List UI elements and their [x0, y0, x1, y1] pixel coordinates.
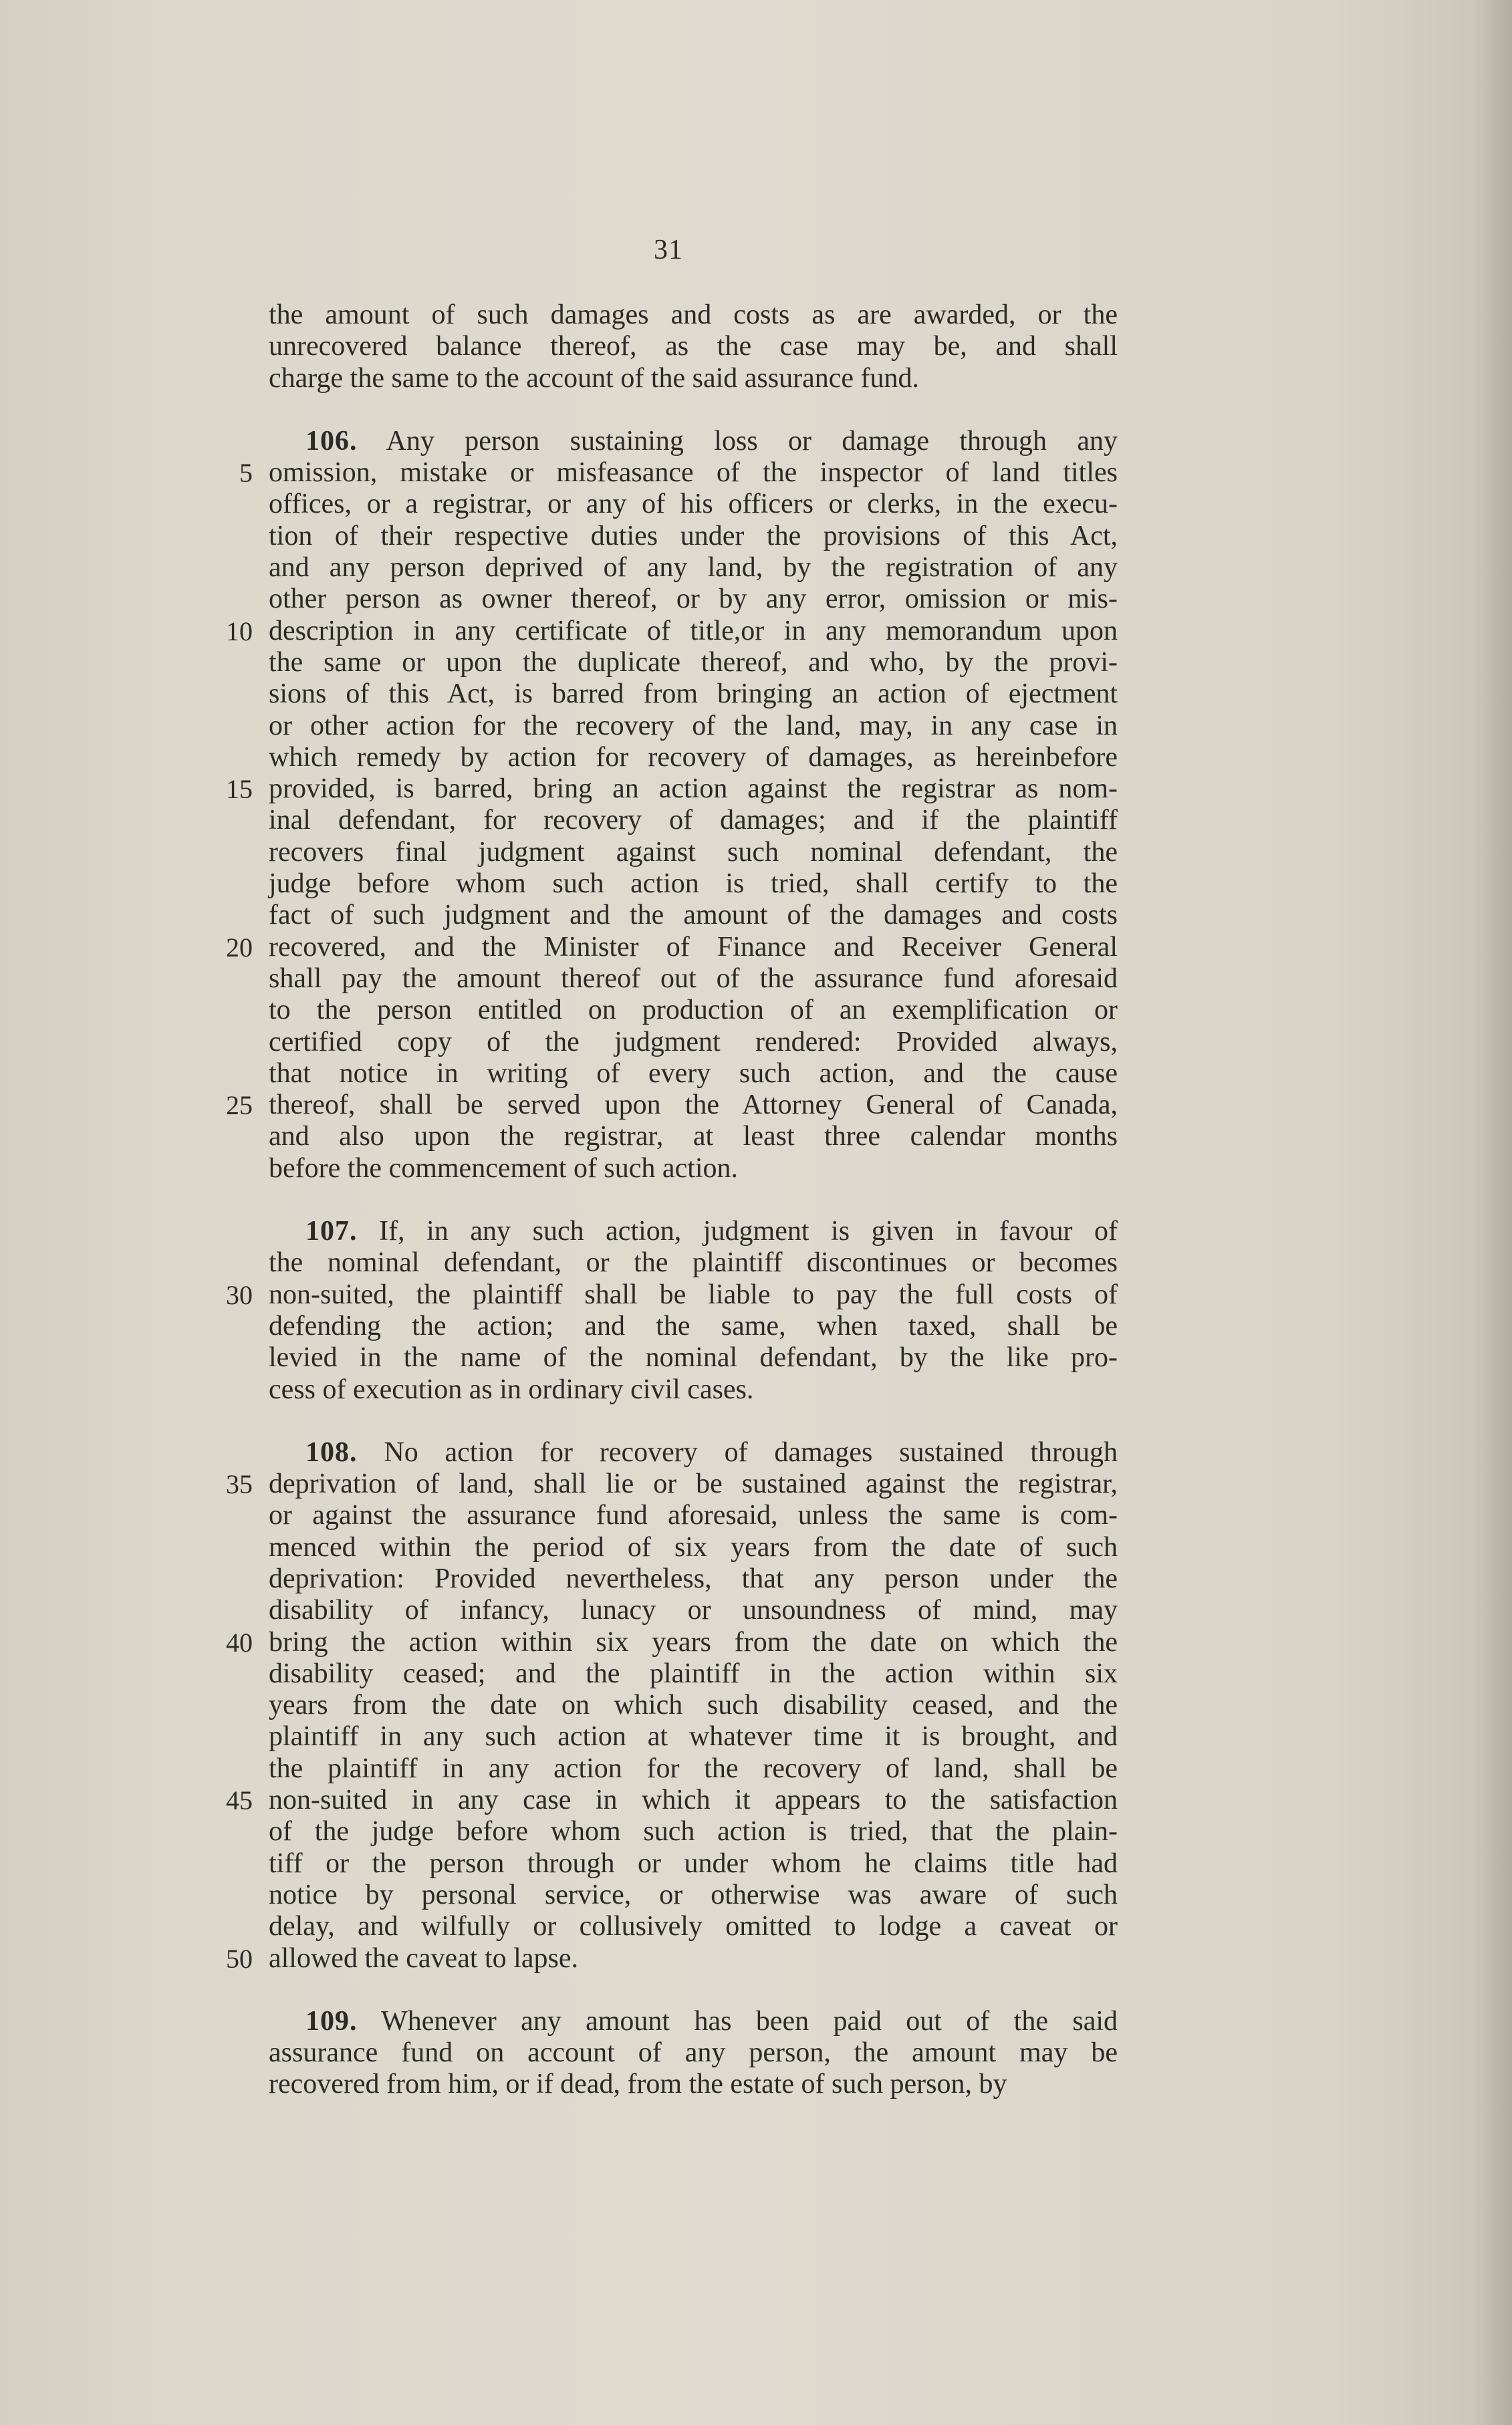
line-text [269, 1058, 1118, 1090]
text-line [221, 1153, 1116, 1184]
line-body: menced within the period of six years from the date of such [269, 1531, 1118, 1563]
line-text [269, 299, 1118, 331]
line-text [269, 711, 1118, 742]
text-line [221, 584, 1116, 615]
text-line [221, 678, 1116, 710]
text-line [221, 1911, 1116, 1942]
line-text [269, 2006, 1118, 2037]
text-line [221, 1247, 1116, 1279]
line-body: provided, is barred, bring an action against the registrar as nom- [269, 773, 1118, 805]
line-body: offices, or a registrar, or any of his officers or clerks, in the execu- [269, 489, 1118, 520]
line-body: If, in any such action, judgment is given in favour of [379, 1216, 1118, 1247]
line-text [269, 1311, 1118, 1342]
line-body: unrecovered balance thereof, as the case may be, and shall [269, 331, 1118, 362]
line-text [269, 805, 1118, 836]
line-text [269, 2069, 1118, 2100]
line-body: plaintiff in any such action at whatever time it is brought, and [269, 1721, 1118, 1753]
section-109 [221, 2006, 1116, 2101]
line-text [269, 2037, 1118, 2069]
line-body: to the person entitled on production of an exemplification or [269, 995, 1118, 1026]
paragraph-gap [221, 1406, 1116, 1437]
line-number: 20 [226, 932, 253, 963]
line-text [269, 521, 1118, 552]
text-line [221, 963, 1116, 995]
line-number: 40 [226, 1627, 253, 1658]
line-body: delay, and wilfully or collusively omitted to lodge a caveat or [269, 1911, 1118, 1942]
line-body: levied in the name of the nominal defendant, by the like pro- [269, 1342, 1118, 1374]
paragraph-gap [221, 394, 1116, 426]
line-text [269, 1342, 1118, 1374]
line-text [269, 1721, 1118, 1753]
text-line [221, 1627, 1116, 1658]
line-text [269, 1437, 1118, 1469]
text-line [221, 900, 1116, 931]
line-text [269, 616, 1118, 647]
line-text [269, 1753, 1118, 1785]
text-line [221, 1216, 1116, 1247]
line-text [269, 1279, 1118, 1311]
text-line [221, 1500, 1116, 1531]
line-text [269, 1500, 1118, 1531]
line-body: allowed the caveat to lapse. [269, 1942, 578, 1974]
line-body: the amount of such damages and costs as are awarded, or the [269, 299, 1118, 330]
line-number: 50 [226, 1943, 253, 1974]
line-text [269, 1911, 1118, 1942]
line-text [269, 1247, 1118, 1279]
text-line [221, 1374, 1116, 1406]
line-body: shall pay the amount thereof out of the assurance fund aforesaid [269, 963, 1118, 994]
text-line [221, 647, 1116, 678]
paragraph-gap [221, 1184, 1116, 1216]
line-number: 10 [226, 616, 253, 646]
line-body: inal defendant, for recovery of damages; and if the plaintiff [269, 805, 1118, 836]
text-line [221, 837, 1116, 868]
text-line [221, 1880, 1116, 1911]
line-number: 5 [239, 458, 253, 489]
text-line [221, 742, 1116, 773]
text-line [221, 1658, 1116, 1690]
line-body: Any person sustaining loss or damage through any [386, 425, 1118, 457]
text-line [221, 1121, 1116, 1152]
line-text [269, 489, 1118, 520]
line-body: non-suited in any case in which it appears to the satisfaction [269, 1785, 1118, 1816]
line-body: fact of such judgment and the amount of the damages and costs [269, 900, 1118, 931]
text-line [221, 1342, 1116, 1374]
line-text [269, 1532, 1118, 1563]
line-text [269, 1027, 1118, 1058]
line-text [269, 1848, 1118, 1880]
line-text [269, 647, 1118, 678]
line-text [269, 1563, 1118, 1595]
line-text [269, 1785, 1118, 1816]
document-body [221, 299, 1116, 2101]
page-number: 31 [654, 235, 683, 265]
line-body: or against the assurance fund aforesaid, unless the same is com- [269, 1500, 1118, 1531]
text-line [221, 489, 1116, 520]
line-body: deprivation: Provided nevertheless, that any person under the [269, 1563, 1118, 1594]
line-body: disability ceased; and the plaintiff in the action within six [269, 1658, 1118, 1689]
line-text [269, 900, 1118, 931]
line-body: thereof, shall be served upon the Attorney General of Canada, [269, 1090, 1118, 1121]
line-text [269, 1121, 1118, 1152]
section-106 [221, 426, 1116, 1184]
line-body: the plaintiff in any action for the recovery of land, shall be [269, 1753, 1118, 1784]
line-body: and any person deprived of any land, by the registration of any [269, 552, 1118, 584]
text-line [221, 1437, 1116, 1469]
line-body: the nominal defendant, or the plaintiff discontinues or becomes [269, 1247, 1118, 1279]
line-text [269, 1627, 1118, 1658]
line-body: sions of this Act, is barred from bringing an action of ejectment [269, 678, 1118, 710]
line-body: which remedy by action for recovery of damages, as hereinbefore [269, 741, 1118, 773]
line-body: other person as owner thereof, or by any error, omission or mis- [269, 584, 1118, 615]
line-body: before the commencement of such action. [269, 1152, 739, 1184]
line-text [269, 773, 1118, 805]
line-body: that notice in writing of every such action, and the cause [269, 1057, 1118, 1089]
section-number: 109. [305, 2005, 358, 2037]
text-line [221, 2006, 1116, 2037]
text-line [221, 1279, 1116, 1311]
line-number: 15 [226, 774, 253, 805]
text-line [221, 1848, 1116, 1880]
section-108 [221, 1437, 1116, 1974]
line-text [269, 742, 1118, 773]
line-number: 30 [226, 1279, 253, 1310]
line-text [269, 552, 1118, 584]
line-text [269, 426, 1118, 457]
text-line [221, 331, 1116, 362]
text-line [221, 932, 1116, 963]
text-line [221, 1595, 1116, 1626]
text-line [221, 2037, 1116, 2069]
line-body: disability of infancy, lunacy or unsoundness of mind, may [269, 1595, 1118, 1626]
text-line [221, 1721, 1116, 1753]
section-number: 107. [305, 1216, 358, 1247]
text-line [221, 1469, 1116, 1500]
line-text [269, 1153, 1118, 1184]
line-body: charge the same to the account of the said assurance fund. [269, 362, 920, 394]
line-text [269, 584, 1118, 615]
continuation-paragraph [221, 299, 1116, 394]
line-body: deprivation of land, shall lie or be sustained against the registrar, [269, 1469, 1118, 1500]
line-body: notice by personal service, or otherwise was aware of such [269, 1879, 1118, 1910]
line-body: recovered from him, or if dead, from the estate of such person, by [269, 2069, 1007, 2100]
line-body: bring the action within six years from the date on which the [269, 1626, 1118, 1658]
line-body: certified copy of the judgment rendered: Provided always, [269, 1026, 1118, 1057]
paragraph-gap [221, 1974, 1116, 2006]
text-line [221, 616, 1116, 647]
line-text [269, 1690, 1118, 1721]
line-number: 25 [226, 1090, 253, 1121]
line-body: cess of execution as in ordinary civil cases. [269, 1374, 754, 1405]
line-text [269, 932, 1118, 963]
text-line [221, 805, 1116, 836]
line-text [269, 963, 1118, 995]
line-text [269, 1943, 1118, 1974]
line-number: 35 [226, 1469, 253, 1500]
line-text [269, 1374, 1118, 1406]
text-line [221, 2069, 1116, 2100]
text-line [221, 1058, 1116, 1090]
line-text [269, 837, 1118, 868]
line-number: 45 [226, 1785, 253, 1816]
line-body: defending the action; and the same, when taxed, shall be [269, 1310, 1118, 1342]
line-text [269, 457, 1118, 489]
line-text [269, 1216, 1118, 1247]
line-body: or other action for the recovery of the land, may, in any case in [269, 710, 1118, 741]
text-line [221, 868, 1116, 900]
text-line [221, 1090, 1116, 1121]
line-text [269, 1816, 1118, 1847]
line-text [269, 678, 1118, 710]
line-body: judge before whom such action is tried, shall certify to the [269, 868, 1118, 900]
line-body: non-suited, the plaintiff shall be liable to pay the full costs of [269, 1279, 1118, 1310]
text-line [221, 521, 1116, 552]
line-body: tiff or the person through or under whom he claims title had [269, 1847, 1118, 1879]
text-line [221, 1816, 1116, 1847]
text-line [221, 1785, 1116, 1816]
line-body: of the judge before whom such action is tried, that the plain- [269, 1816, 1118, 1847]
text-line [221, 1690, 1116, 1721]
text-line [221, 1753, 1116, 1785]
line-body: Whenever any amount has been paid out of the said [381, 2005, 1118, 2037]
line-text [269, 1090, 1118, 1121]
line-body: and also upon the registrar, at least three calendar months [269, 1121, 1118, 1152]
text-line [221, 552, 1116, 584]
text-line [221, 1027, 1116, 1058]
line-text [269, 1658, 1118, 1690]
section-107 [221, 1216, 1116, 1406]
line-body: assurance fund on account of any person, the amount may be [269, 2037, 1118, 2069]
line-text [269, 363, 1118, 394]
text-line [221, 995, 1116, 1026]
text-line [221, 1943, 1116, 1974]
text-line [221, 1563, 1116, 1595]
section-number: 108. [305, 1436, 358, 1468]
line-text [269, 995, 1118, 1026]
text-line [221, 1311, 1116, 1342]
line-body: recovers final judgment against such nominal defendant, the [269, 836, 1118, 868]
text-line [221, 426, 1116, 457]
text-line [221, 711, 1116, 742]
line-body: years from the date on which such disability ceased, and the [269, 1690, 1118, 1721]
line-body: omission, mistake or misfeasance of the inspector of land titles [269, 457, 1118, 489]
section-number: 106. [305, 425, 358, 457]
line-body: recovered, and the Minister of Finance and Receiver General [269, 931, 1118, 963]
line-body: No action for recovery of damages sustained through [384, 1436, 1118, 1468]
line-body: description in any certificate of title,or in any memorandum upon [269, 615, 1118, 646]
line-body: the same or upon the duplicate thereof, and who, by the provi- [269, 646, 1118, 678]
line-text [269, 331, 1118, 362]
line-text [269, 1595, 1118, 1626]
text-line [221, 457, 1116, 489]
line-text [269, 1469, 1118, 1500]
page-edge-shadow [1472, 0, 1512, 2425]
text-line [221, 773, 1116, 805]
text-line [221, 363, 1116, 394]
line-body: tion of their respective duties under the provisions of this Act, [269, 520, 1118, 551]
line-text [269, 868, 1118, 900]
text-line [221, 1532, 1116, 1563]
line-text [269, 1880, 1118, 1911]
text-line [221, 299, 1116, 331]
